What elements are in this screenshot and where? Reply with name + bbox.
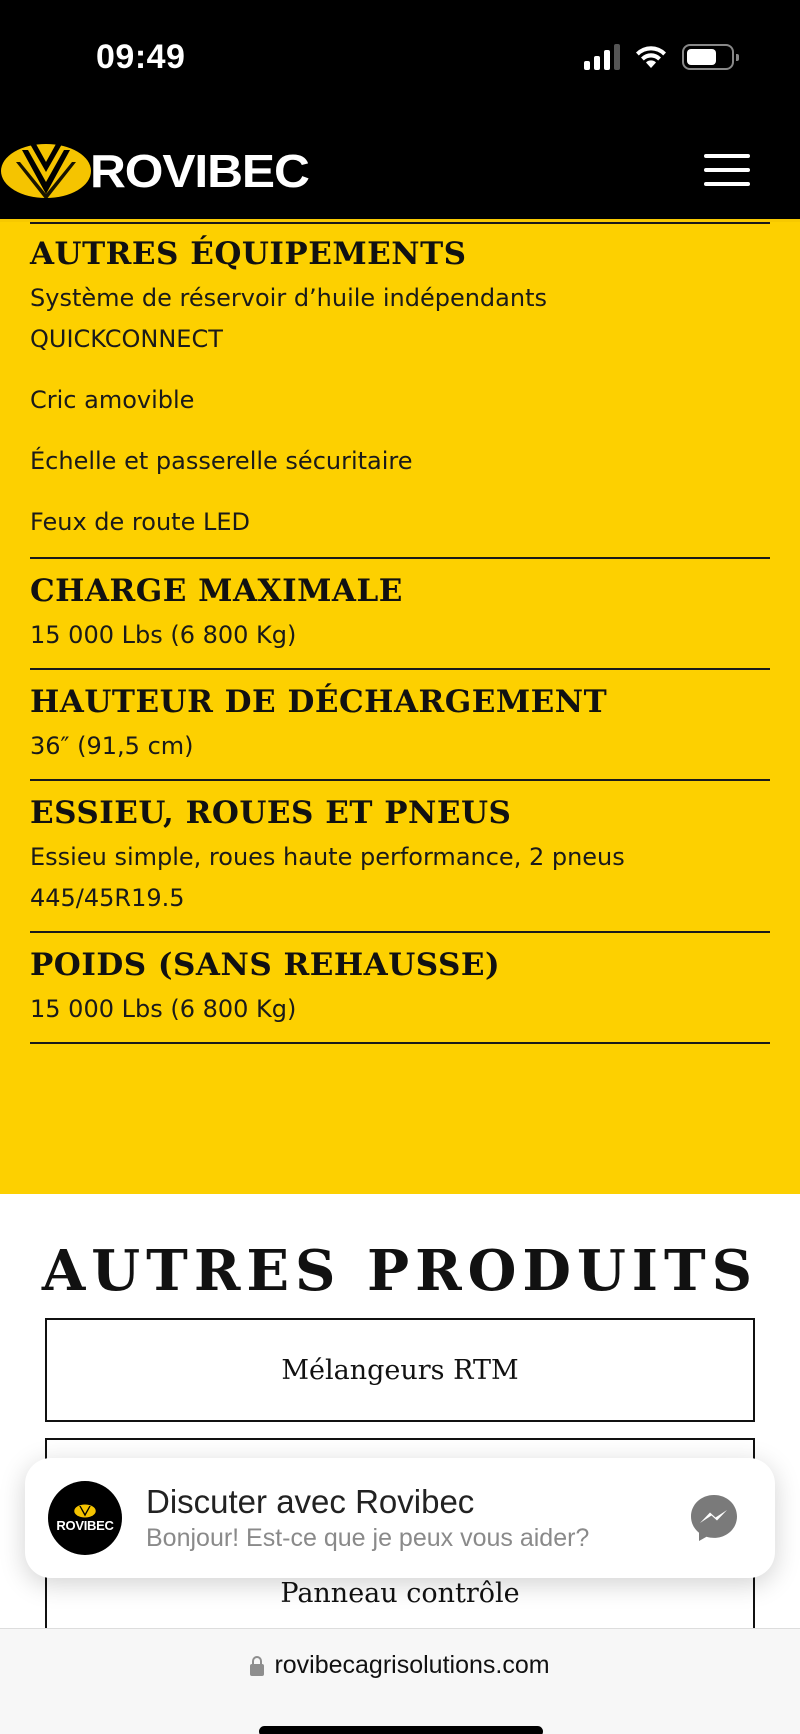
status-icons [584, 44, 734, 70]
rovibec-emblem-icon [74, 1504, 96, 1518]
spec-value: 445/45R19.5 [30, 884, 185, 912]
spec-value: 15 000 Lbs (6 800 Kg) [30, 995, 297, 1023]
messenger-chat-popup[interactable] [25, 1458, 775, 1578]
lock-icon [250, 1656, 264, 1676]
product-link-panneau-controle[interactable]: Panneau contrôle [45, 1558, 755, 1662]
spec-value: Échelle et passerelle sécuritaire [30, 447, 413, 475]
url-text: rovibecagrisolutions.com [274, 1651, 550, 1679]
specifications-section [0, 222, 800, 1194]
spec-essieu-roues-pneus [30, 779, 770, 931]
logo-text: ROVIBEC [90, 145, 309, 197]
product-link-melangeurs-rtm[interactable]: Mélangeurs RTM [45, 1318, 755, 1422]
chat-title: Discuter avec Rovibec [146, 1483, 475, 1520]
spec-title: HAUTEUR DE DÉCHARGEMENT [30, 684, 608, 720]
spec-hauteur-dechargement [30, 668, 770, 779]
rovibec-logo[interactable] [0, 142, 309, 200]
spec-value: Système de réservoir d’huile indépendants [30, 284, 547, 312]
browser-bottom-bar [0, 1628, 800, 1734]
address-bar[interactable] [0, 1651, 800, 1680]
messenger-icon[interactable] [689, 1493, 739, 1543]
spec-poids [30, 931, 770, 1042]
home-indicator[interactable] [259, 1726, 543, 1734]
avatar-text: ROVIBEC [56, 1517, 114, 1533]
hamburger-menu-button[interactable] [704, 154, 750, 186]
rovibec-emblem-icon [0, 142, 92, 200]
site-header [0, 120, 800, 222]
spec-title: CHARGE MAXIMALE [30, 573, 403, 609]
spec-value: Essieu simple, roues haute performance, 2 pneus [30, 843, 625, 871]
spec-autres-equipements [30, 222, 770, 557]
spec-value: Feux de route LED [30, 508, 250, 536]
battery-icon [682, 44, 734, 70]
spec-title: ESSIEU, ROUES ET PNEUS [30, 795, 512, 831]
chat-avatar [48, 1481, 122, 1555]
spec-title: POIDS (SANS REHAUSSE) [30, 947, 501, 983]
hamburger-menu-icon [704, 154, 750, 158]
cellular-signal-icon [584, 44, 620, 70]
spec-value: 36″ (91,5 cm) [30, 732, 194, 760]
spec-charge-maximale [30, 557, 770, 668]
status-bar [0, 0, 800, 120]
spec-value: Cric amovible [30, 386, 195, 414]
status-time: 09:49 [96, 38, 186, 76]
wifi-icon [634, 44, 668, 70]
spec-value: 15 000 Lbs (6 800 Kg) [30, 621, 297, 649]
chat-text [146, 1482, 689, 1554]
products-title: AUTRES PRODUITS [41, 1238, 759, 1304]
spec-value: QUICKCONNECT [30, 325, 223, 353]
spec-title: AUTRES ÉQUIPEMENTS [30, 236, 467, 272]
chat-subtitle: Bonjour! Est-ce que je peux vous aider? [146, 1524, 590, 1552]
spec-divider [30, 1042, 770, 1044]
